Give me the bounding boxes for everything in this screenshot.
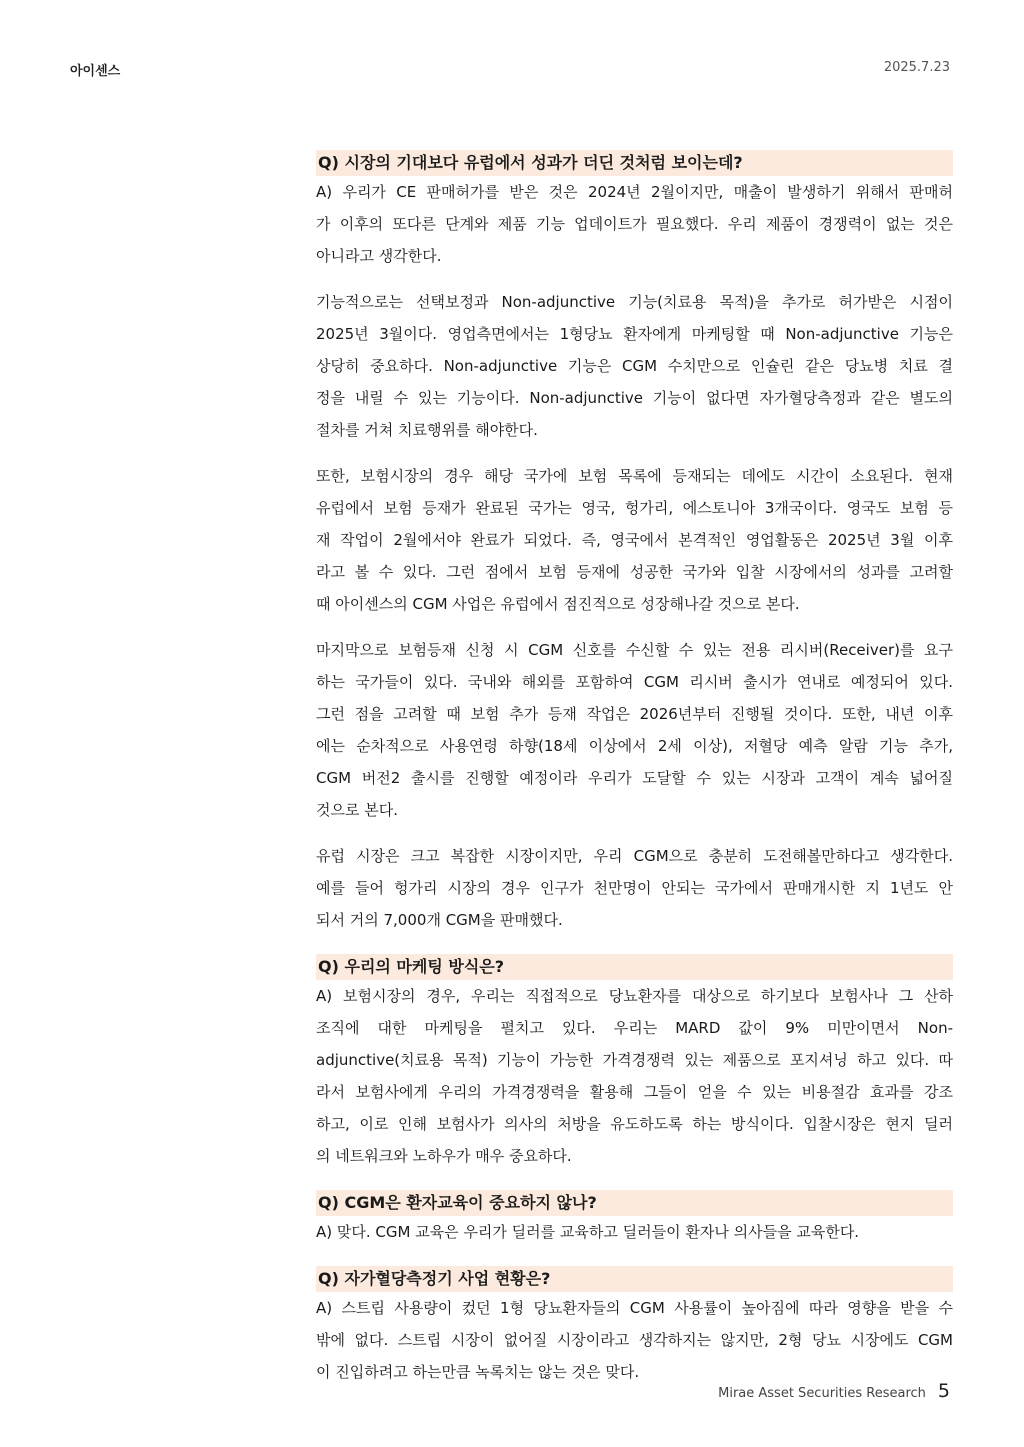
publisher-name: Mirae Asset Securities Research: [718, 1386, 926, 1401]
text-line: 유럽 시장은 크고 복잡한 시장이지만, 우리 CGM으로 충분히 도전해볼만하다고 생각한다.: [316, 847, 953, 865]
page-footer: [718, 1380, 950, 1402]
paragraph-spacer: [316, 936, 953, 950]
text-line: 라서 보험사에게 우리의 가격경쟁력을 활용해 그들이 얻을 수 있는 비용절감 효과를 강조: [316, 1083, 953, 1101]
paragraph: [316, 980, 953, 1172]
text-line: 기능적으로는 선택보정과 Non-adjunctive 기능(치료용 목적)을 추가로 허가받은 시점이: [316, 293, 953, 311]
paragraph-spacer: [316, 446, 953, 460]
text-line: 그런 점을 고려할 때 보험 추가 등재 작업은 2026년부터 진행될 것이다. 또한, 내년 이후: [316, 705, 953, 723]
text-line: 라고 볼 수 있다. 그런 점에서 보험 등재에 성공한 국가와 입찰 시장에서의 성과를 고려할: [316, 563, 953, 581]
text-line: 가 이후의 또다른 단계와 제품 기능 업데이트가 필요했다. 우리 제품이 경쟁력이 없는 것은: [316, 215, 953, 233]
paragraph: [316, 176, 953, 272]
text-line: adjunctive(치료용 목적) 기능이 가능한 가격경쟁력 있는 제품으로 포지셔닝 하고 있다. 따: [316, 1051, 953, 1069]
paragraph: [316, 634, 953, 826]
paragraph-spacer: [316, 272, 953, 286]
paragraph-spacer: [316, 620, 953, 634]
paragraph: [316, 460, 953, 620]
text-line: 마지막으로 보험등재 신청 시 CGM 신호를 수신할 수 있는 전용 리시버(Receiver)를 요구: [316, 641, 953, 659]
text-line: 정을 내릴 수 있는 기능이다. Non-adjunctive 기능이 없다면 자가혈당측정과 같은 별도의: [316, 389, 953, 407]
text-line: A) 우리가 CE 판매허가를 받은 것은 2024년 2월이지만, 매출이 발생하기 위해서 판매허: [316, 183, 953, 201]
text-line: 하고, 이로 인해 보험사가 의사의 처방을 유도하도록 하는 방식이다. 입찰시장은 현지 딜러: [316, 1115, 953, 1133]
text-line: 조직에 대한 마케팅을 펼치고 있다. 우리는 MARD 값이 9% 미만이면서 Non-: [316, 1019, 953, 1037]
text-line: 유럽에서 보험 등재가 완료된 국가는 영국, 헝가리, 에스토니아 3개국이다. 영국도 보험 등: [316, 499, 953, 517]
paragraph-spacer: [316, 1248, 953, 1262]
text-line: A) 스트립 사용량이 컸던 1형 당뇨환자들의 CGM 사용률이 높아짐에 따라 영향을 받을 수: [316, 1299, 953, 1317]
paragraph: [316, 286, 953, 446]
text-line: 아니라고 생각한다.: [316, 247, 442, 265]
question-heading: Q) CGM은 환자교육이 중요하지 않나?: [316, 1190, 953, 1216]
text-line: 의 네트워크와 노하우가 매우 중요하다.: [316, 1147, 572, 1165]
report-body: [316, 146, 953, 1388]
question-heading: Q) 시장의 기대보다 유럽에서 성과가 더딘 것처럼 보이는데?: [316, 150, 953, 176]
text-line: 예를 들어 헝가리 시장의 경우 인구가 천만명이 안되는 국가에서 판매개시한 지 1년도 안: [316, 879, 953, 897]
text-line: CGM 버전2 출시를 진행할 예정이라 우리가 도달할 수 있는 시장과 고객이 계속 넓어질: [316, 769, 953, 787]
text-line: 되서 거의 7,000개 CGM을 판매했다.: [316, 911, 563, 929]
paragraph: [316, 1292, 953, 1388]
paragraph: [316, 840, 953, 936]
text-line: 재 작업이 2월에서야 완료가 되었다. 즉, 영국에서 본격적인 영업활동은 2025년 3월 이후: [316, 531, 953, 549]
text-line: 이 진입하려고 하는만큼 녹록치는 않는 것은 맞다.: [316, 1363, 640, 1381]
text-line: 때 아이센스의 CGM 사업은 유럽에서 점진적으로 성장해나갈 것으로 본다.: [316, 595, 800, 613]
text-line: 하는 국가들이 있다. 국내와 해외를 포함하여 CGM 리시버 출시가 연내로 예정되어 있다.: [316, 673, 953, 691]
text-line: A) 맞다. CGM 교육은 우리가 딜러를 교육하고 딜러들이 환자나 의사들을 교육한다.: [316, 1223, 860, 1241]
text-line: A) 보험시장의 경우, 우리는 직접적으로 당뇨환자를 대상으로 하기보다 보험사나 그 산하: [316, 987, 953, 1005]
company-name: 아이센스: [70, 64, 121, 79]
report-date: 2025.7.23: [883, 60, 950, 75]
text-line: 것으로 본다.: [316, 801, 398, 819]
page-number: 5: [937, 1380, 950, 1402]
text-line: 에는 순차적으로 사용연령 하향(18세 이상에서 2세 이상), 저혈당 예측 알람 기능 추가,: [316, 737, 953, 755]
text-line: 상당히 중요하다. Non-adjunctive 기능은 CGM 수치만으로 인슐린 같은 당뇨병 치료 결: [316, 357, 953, 375]
question-heading: Q) 우리의 마케팅 방식은?: [316, 954, 953, 980]
text-line: 2025년 3월이다. 영업측면에서는 1형당뇨 환자에게 마케팅할 때 Non-adjunctive 기능은: [316, 325, 953, 343]
paragraph: [316, 1216, 953, 1248]
paragraph-spacer: [316, 1172, 953, 1186]
paragraph-spacer: [316, 826, 953, 840]
text-line: 또한, 보험시장의 경우 해당 국가에 보험 목록에 등재되는 데에도 시간이 소요된다. 현재: [316, 467, 953, 485]
text-line: 밖에 없다. 스트립 시장이 없어질 시장이라고 생각하지는 않지만, 2형 당뇨 시장에도 CGM: [316, 1331, 953, 1349]
text-line: 절차를 거쳐 치료행위를 해야한다.: [316, 421, 538, 439]
question-heading: Q) 자가혈당측정기 사업 현황은?: [316, 1266, 953, 1292]
